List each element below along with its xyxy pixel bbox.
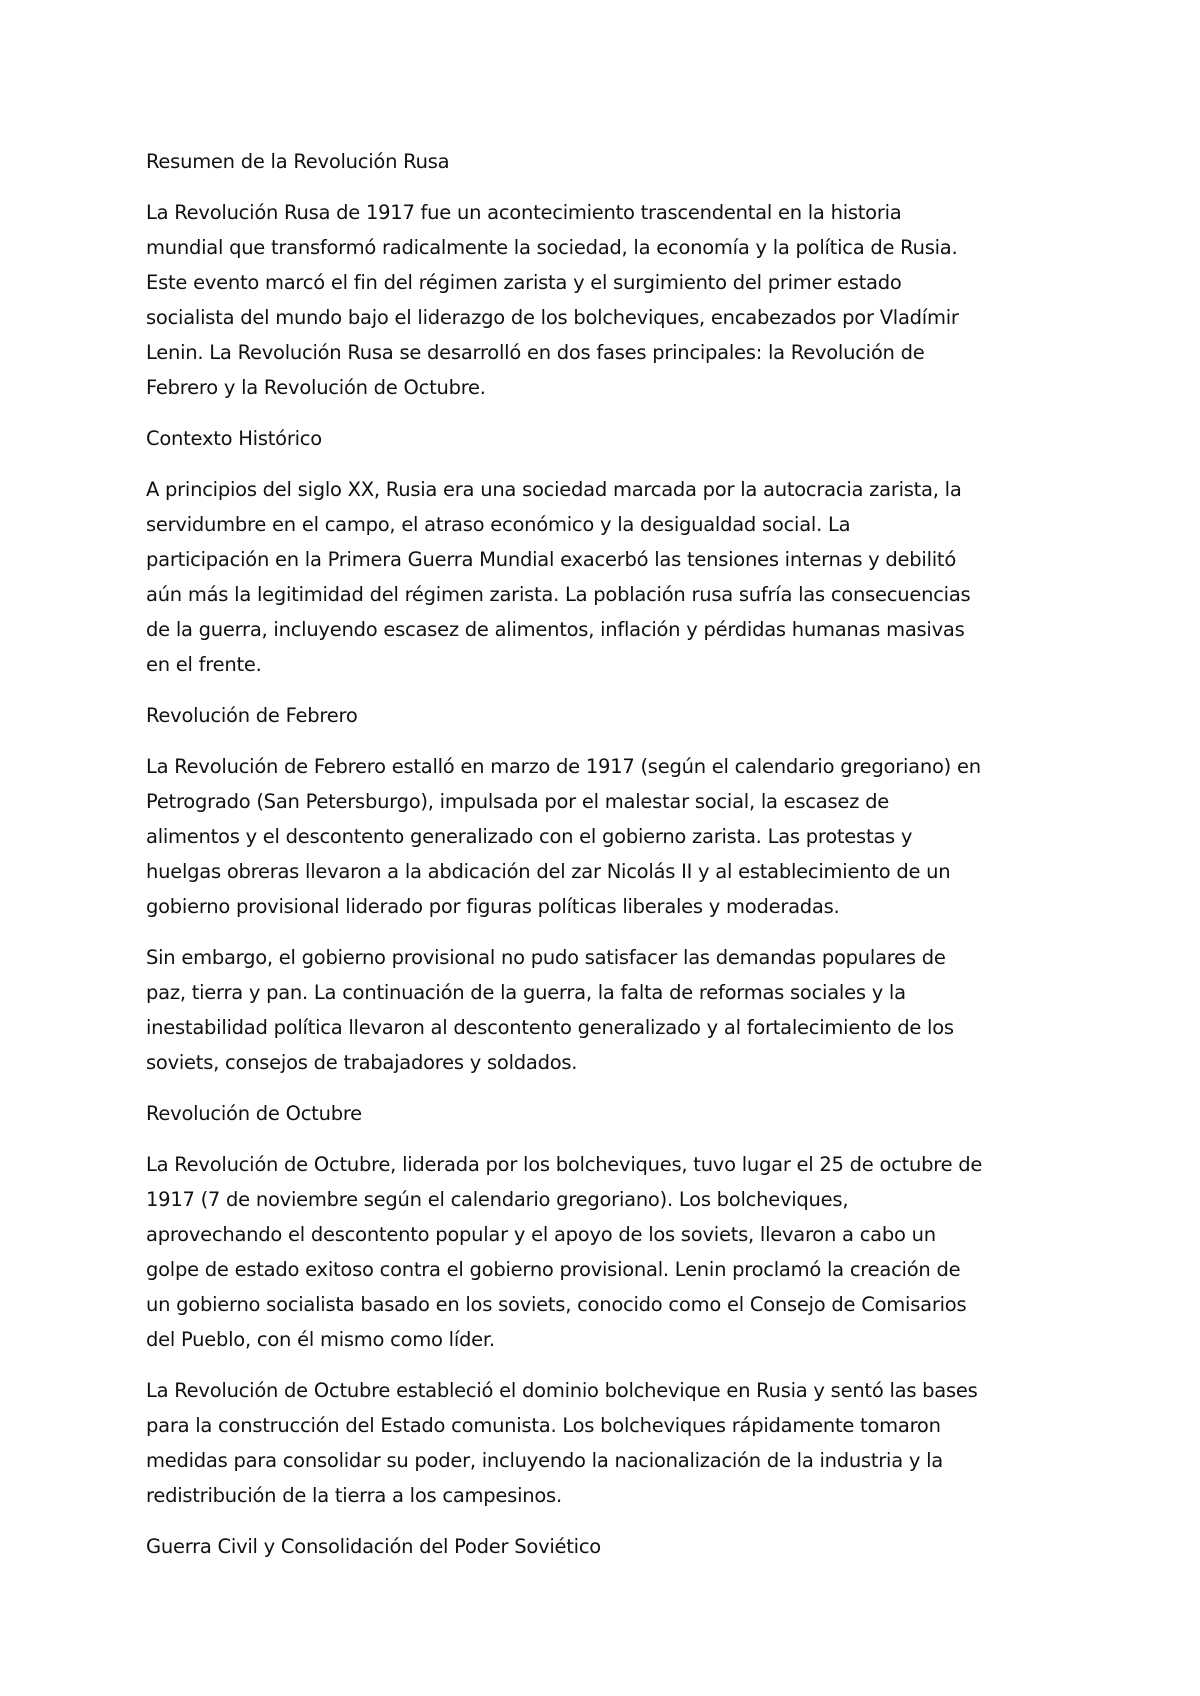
paragraph-line: participación en la Primera Guerra Mundial exacerbó las tensiones internas y debilitó	[146, 548, 957, 571]
paragraph	[146, 1147, 1066, 1357]
paragraph	[146, 472, 1066, 682]
paragraph	[146, 940, 1066, 1080]
paragraph	[146, 749, 1066, 924]
section-heading: Guerra Civil y Consolidación del Poder Soviético	[146, 1535, 601, 1558]
document-body	[146, 144, 1066, 1580]
paragraph-line: Lenin. La Revolución Rusa se desarrolló en dos fases principales: la Revolución de	[146, 341, 925, 364]
paragraph-line: para la construcción del Estado comunista. Los bolcheviques rápidamente tomaron	[146, 1414, 941, 1437]
paragraph-line: redistribución de la tierra a los campesinos.	[146, 1484, 562, 1507]
paragraph-line: 1917 (7 de noviembre según el calendario gregoriano). Los bolcheviques,	[146, 1188, 849, 1211]
paragraph-line: de la guerra, incluyendo escasez de alimentos, inflación y pérdidas humanas masivas	[146, 618, 965, 641]
paragraph-line: La Revolución Rusa de 1917 fue un acontecimiento trascendental en la historia	[146, 201, 902, 224]
paragraph-line: Este evento marcó el fin del régimen zarista y el surgimiento del primer estado	[146, 271, 902, 294]
paragraph-line: La Revolución de Febrero estalló en marzo de 1917 (según el calendario gregoriano) en	[146, 755, 981, 778]
paragraph-line: paz, tierra y pan. La continuación de la guerra, la falta de reformas sociales y la	[146, 981, 906, 1004]
paragraph-line: un gobierno socialista basado en los soviets, conocido como el Consejo de Comisarios	[146, 1293, 967, 1316]
section-heading: Revolución de Octubre	[146, 1102, 362, 1125]
paragraph-line: golpe de estado exitoso contra el gobierno provisional. Lenin proclamó la creación de	[146, 1258, 961, 1281]
section-heading: Revolución de Febrero	[146, 704, 358, 727]
paragraph-line: A principios del siglo XX, Rusia era una sociedad marcada por la autocracia zarista, la	[146, 478, 962, 501]
section-heading: Contexto Histórico	[146, 427, 322, 450]
paragraph-line: alimentos y el descontento generalizado con el gobierno zarista. Las protestas y	[146, 825, 913, 848]
paragraph-line: mundial que transformó radicalmente la sociedad, la economía y la política de Rusia.	[146, 236, 958, 259]
paragraph-line: aprovechando el descontento popular y el apoyo de los soviets, llevaron a cabo un	[146, 1223, 936, 1246]
paragraph-line: servidumbre en el campo, el atraso económico y la desigualdad social. La	[146, 513, 851, 536]
paragraph	[146, 1373, 1066, 1513]
paragraph-line: La Revolución de Octubre estableció el dominio bolchevique en Rusia y sentó las bases	[146, 1379, 978, 1402]
paragraph-line: soviets, consejos de trabajadores y soldados.	[146, 1051, 578, 1074]
paragraph-line: inestabilidad política llevaron al descontento generalizado y al fortalecimiento de los	[146, 1016, 954, 1039]
paragraph-line: Sin embargo, el gobierno provisional no pudo satisfacer las demandas populares de	[146, 946, 946, 969]
paragraph-line: en el frente.	[146, 653, 262, 676]
paragraph-line: aún más la legitimidad del régimen zarista. La población rusa sufría las consecuencias	[146, 583, 971, 606]
paragraph-line: Febrero y la Revolución de Octubre.	[146, 376, 486, 399]
paragraph-line: medidas para consolidar su poder, incluyendo la nacionalización de la industria y la	[146, 1449, 943, 1472]
paragraph-line: gobierno provisional liderado por figuras políticas liberales y moderadas.	[146, 895, 840, 918]
paragraph-line: socialista del mundo bajo el liderazgo de los bolcheviques, encabezados por Vladímir	[146, 306, 959, 329]
paragraph-line: Petrogrado (San Petersburgo), impulsada por el malestar social, la escasez de	[146, 790, 889, 813]
paragraph-line: La Revolución de Octubre, liderada por los bolcheviques, tuvo lugar el 25 de octubre de	[146, 1153, 983, 1176]
paragraph-line: huelgas obreras llevaron a la abdicación del zar Nicolás II y al establecimiento de un	[146, 860, 951, 883]
paragraph	[146, 195, 1066, 405]
paragraph-line: del Pueblo, con él mismo como líder.	[146, 1328, 495, 1351]
section-heading: Resumen de la Revolución Rusa	[146, 150, 450, 173]
